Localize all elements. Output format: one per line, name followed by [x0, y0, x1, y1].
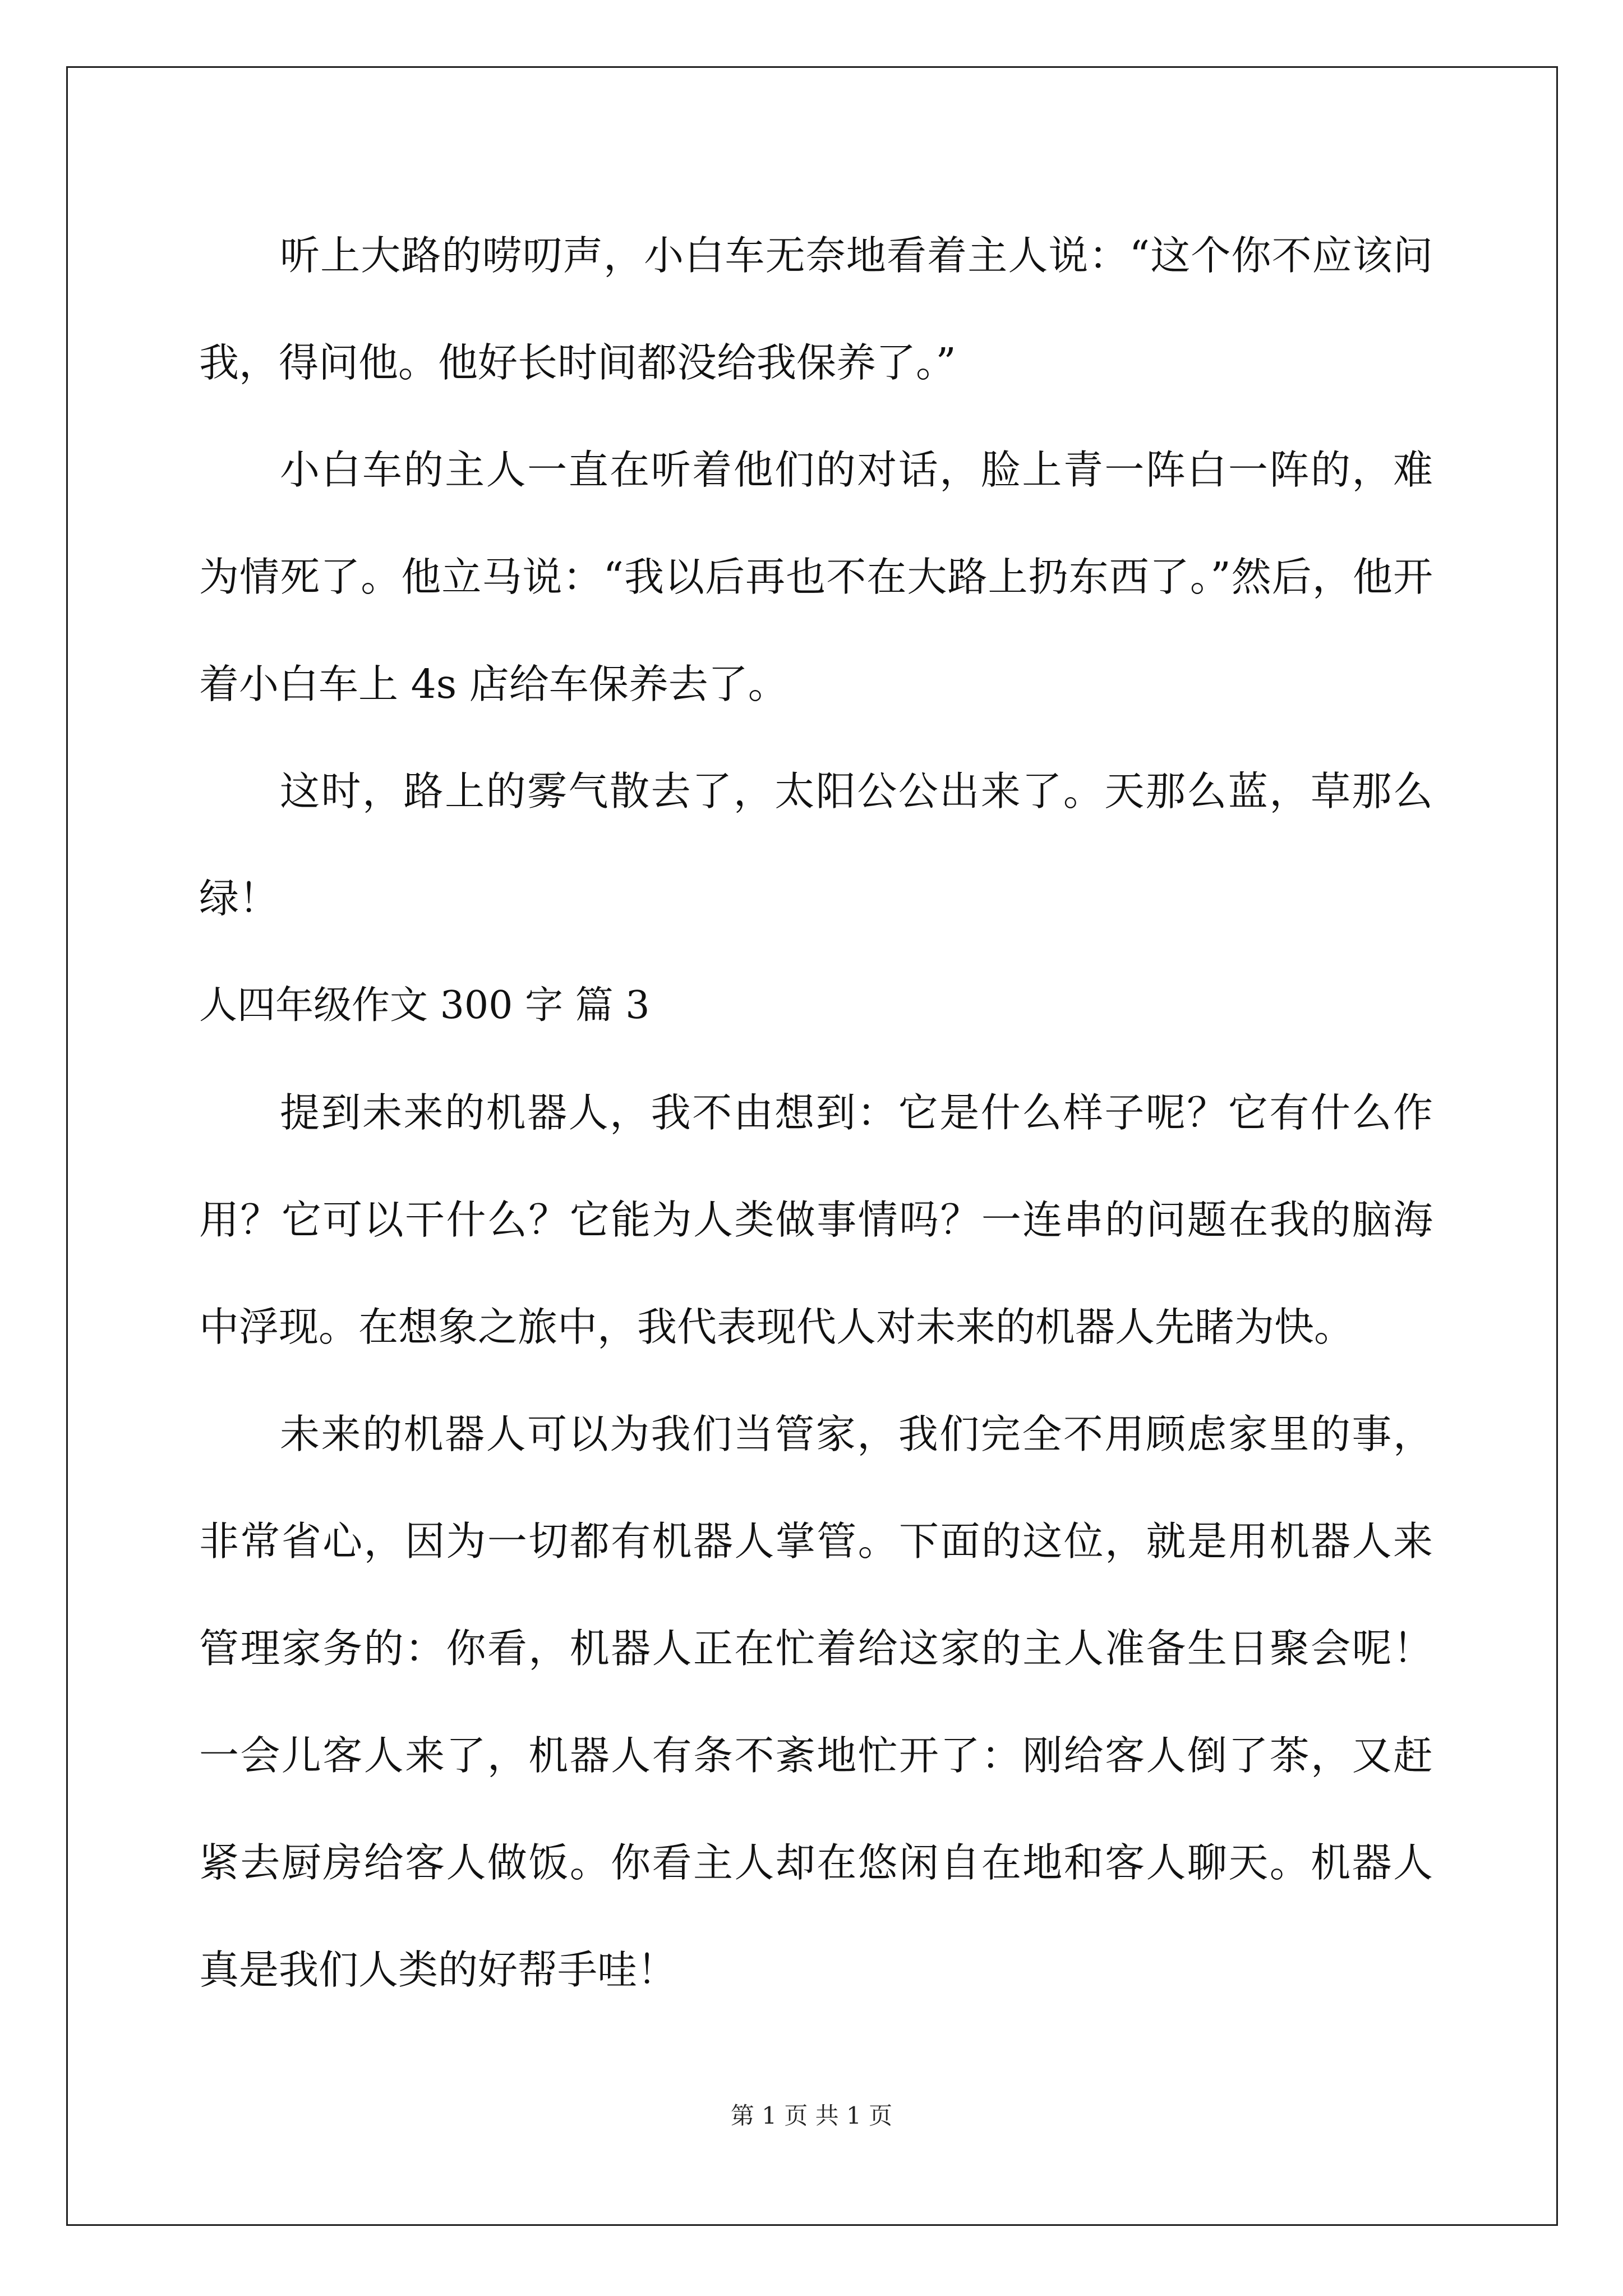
paragraph-3: 这时，路上的雾气散去了，太阳公公出来了。天那么蓝，草那么绿！ [199, 768, 1433, 922]
paragraph-1: 听上大路的唠叨声，小白车无奈地看着主人说：“这个你不应该问我，得问他。他好长时间都没给我保养了。” [199, 232, 1433, 386]
page-footer: 第 1 页 共 1 页 [730, 2102, 893, 2129]
paragraph-4: 提到未来的机器人，我不由想到：它是什么样子呢？它有什么作用？它可以干什么？它能为人类做事情吗？一连串的问题在我的脑海中浮现。在想象之旅中，我代表现代人对未来的机器人先睹为快。 [199, 1089, 1433, 1350]
document-body [199, 202, 1433, 2023]
paragraph-5: 未来的机器人可以为我们当管家，我们完全不用顾虑家里的事，非常省心，因为一切都有机器人掌管。下面的这位，就是用机器人来管理家务的：你看，机器人正在忙着给这家的主人准备生日聚会呢！一会儿客人来了，机器人有条不紊地忙开了：刚给客人倒了茶，又赶紧去厨房给客人做饭。你看主人却在悠闲自在地和客人聊天。机器人真是我们人类的好帮手哇！ [199, 1411, 1433, 1993]
section-heading: 人四年级作文 300 字 篇 3 [199, 983, 650, 1028]
paragraph-2: 小白车的主人一直在听着他们的对话，脸上青一阵白一阵的，难为情死了。他立马说：“我以后再也不在大路上扔东西了。”然后，他开着小白车上 4s 店给车保养去了。 [199, 447, 1433, 707]
